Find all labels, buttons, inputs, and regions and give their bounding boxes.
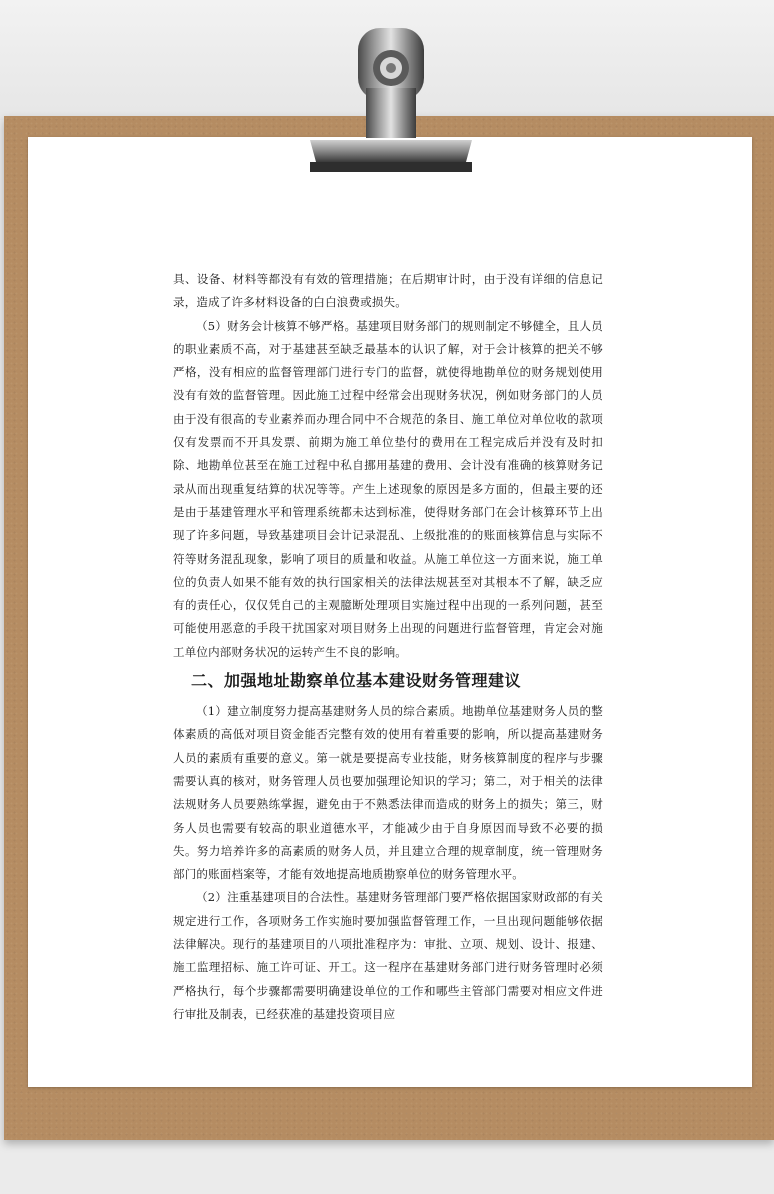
paragraphs-before [173,268,603,664]
paragraph: （2）注重基建项目的合法性。基建财务管理部门要严格依据国家财政部的有关规定进行工作，各项财务工作实施时要加强监督管理工作，一旦出现问题能够依据法律解决。现行的基建项目的八项批准程序为：审批、立项、规划、设计、报建、施工监理招标、施工许可证、开工。这一程序在基建财务部门进行财务管理时必须严格执行，每个步骤都需要明确建设单位的工作和哪些主管部门需要对相应文件进行审批及制表，已经获准的基建投资项目应 [173,890,603,1021]
section-heading: 二、加强地址勘察单位基本建设财务管理建议 [191,671,522,691]
paragraph: （1）建立制度努力提高基建财务人员的综合素质。地勘单位基建财务人员的整体素质的高低对项目资金能否完整有效的使用有着重要的影响，所以提高基建财务人员的素质有重要的意义。第一就是要提高专业技能，财务核算制度的程序与步骤需要认真的核对，财务管理人员也要加强理论知识的学习；第二，对于相关的法律法规财务人员要熟练掌握，避免由于不熟悉法律而造成的财务上的损失；第三，财务人员也需要有较高的职业道德水平，才能减少由于自身原因而导致不必要的损失。努力培养许多的高素质的财务人员，并且建立合理的规章制度，统一管理财务部门的账面档案等，才能有效地提高地质勘察单位的财务管理水平。 [173,704,603,882]
binder-clip-icon [306,28,476,178]
paragraph: 具、设备、材料等都没有有效的管理措施；在后期审计时，由于没有详细的信息记录，造成了许多材料设备的白白浪费或损失。 [173,272,603,310]
paragraph: （5）财务会计核算不够严格。基建项目财务部门的规则制定不够健全，且人员的职业素质不高，对于基建甚至缺乏最基本的认识了解，对于会计核算的把关不够严格，没有相应的监督管理部门进行专门的监督，就使得地勘单位的财务规划使用没有有效的监督管理。因此施工过程中经常会出现财务状况，例如财务部门的人员由于没有很高的专业素养而办理合同中不合规范的条目、施工单位对单位收的款项仅有发票而不开具发票、前期为施工单位垫付的费用在工程完成后并没有及时扣除、地勘单位甚至在施工过程中私自挪用基建的费用、会计没有准确的核算财务记录从而出现重复结算的状况等等。产生上述现象的原因是多方面的，但最主要的还是由于基建管理水平和管理系统都未达到标准，使得财务部门在会计核算环节上出现了许多问题，导致基建项目会计记录混乱、上级批准的的账面核算信息与实际不符等财务混乱现象，影响了项目的质量和收益。从施工单位这一方面来说，施工单位的负责人如果不能有效的执行国家相关的法律法规甚至对其根本不了解，缺乏应有的责任心，仅仅凭自己的主观臆断处理项目实施过程中出现的一系列问题，甚至可能使用恶意的手段干扰国家对项目财务上出现的问题进行监督管理，肯定会对施工单位内部财务状况的运转产生不良的影响。 [173,318,603,659]
paragraphs-after [173,700,603,1026]
document-content [173,268,603,1026]
